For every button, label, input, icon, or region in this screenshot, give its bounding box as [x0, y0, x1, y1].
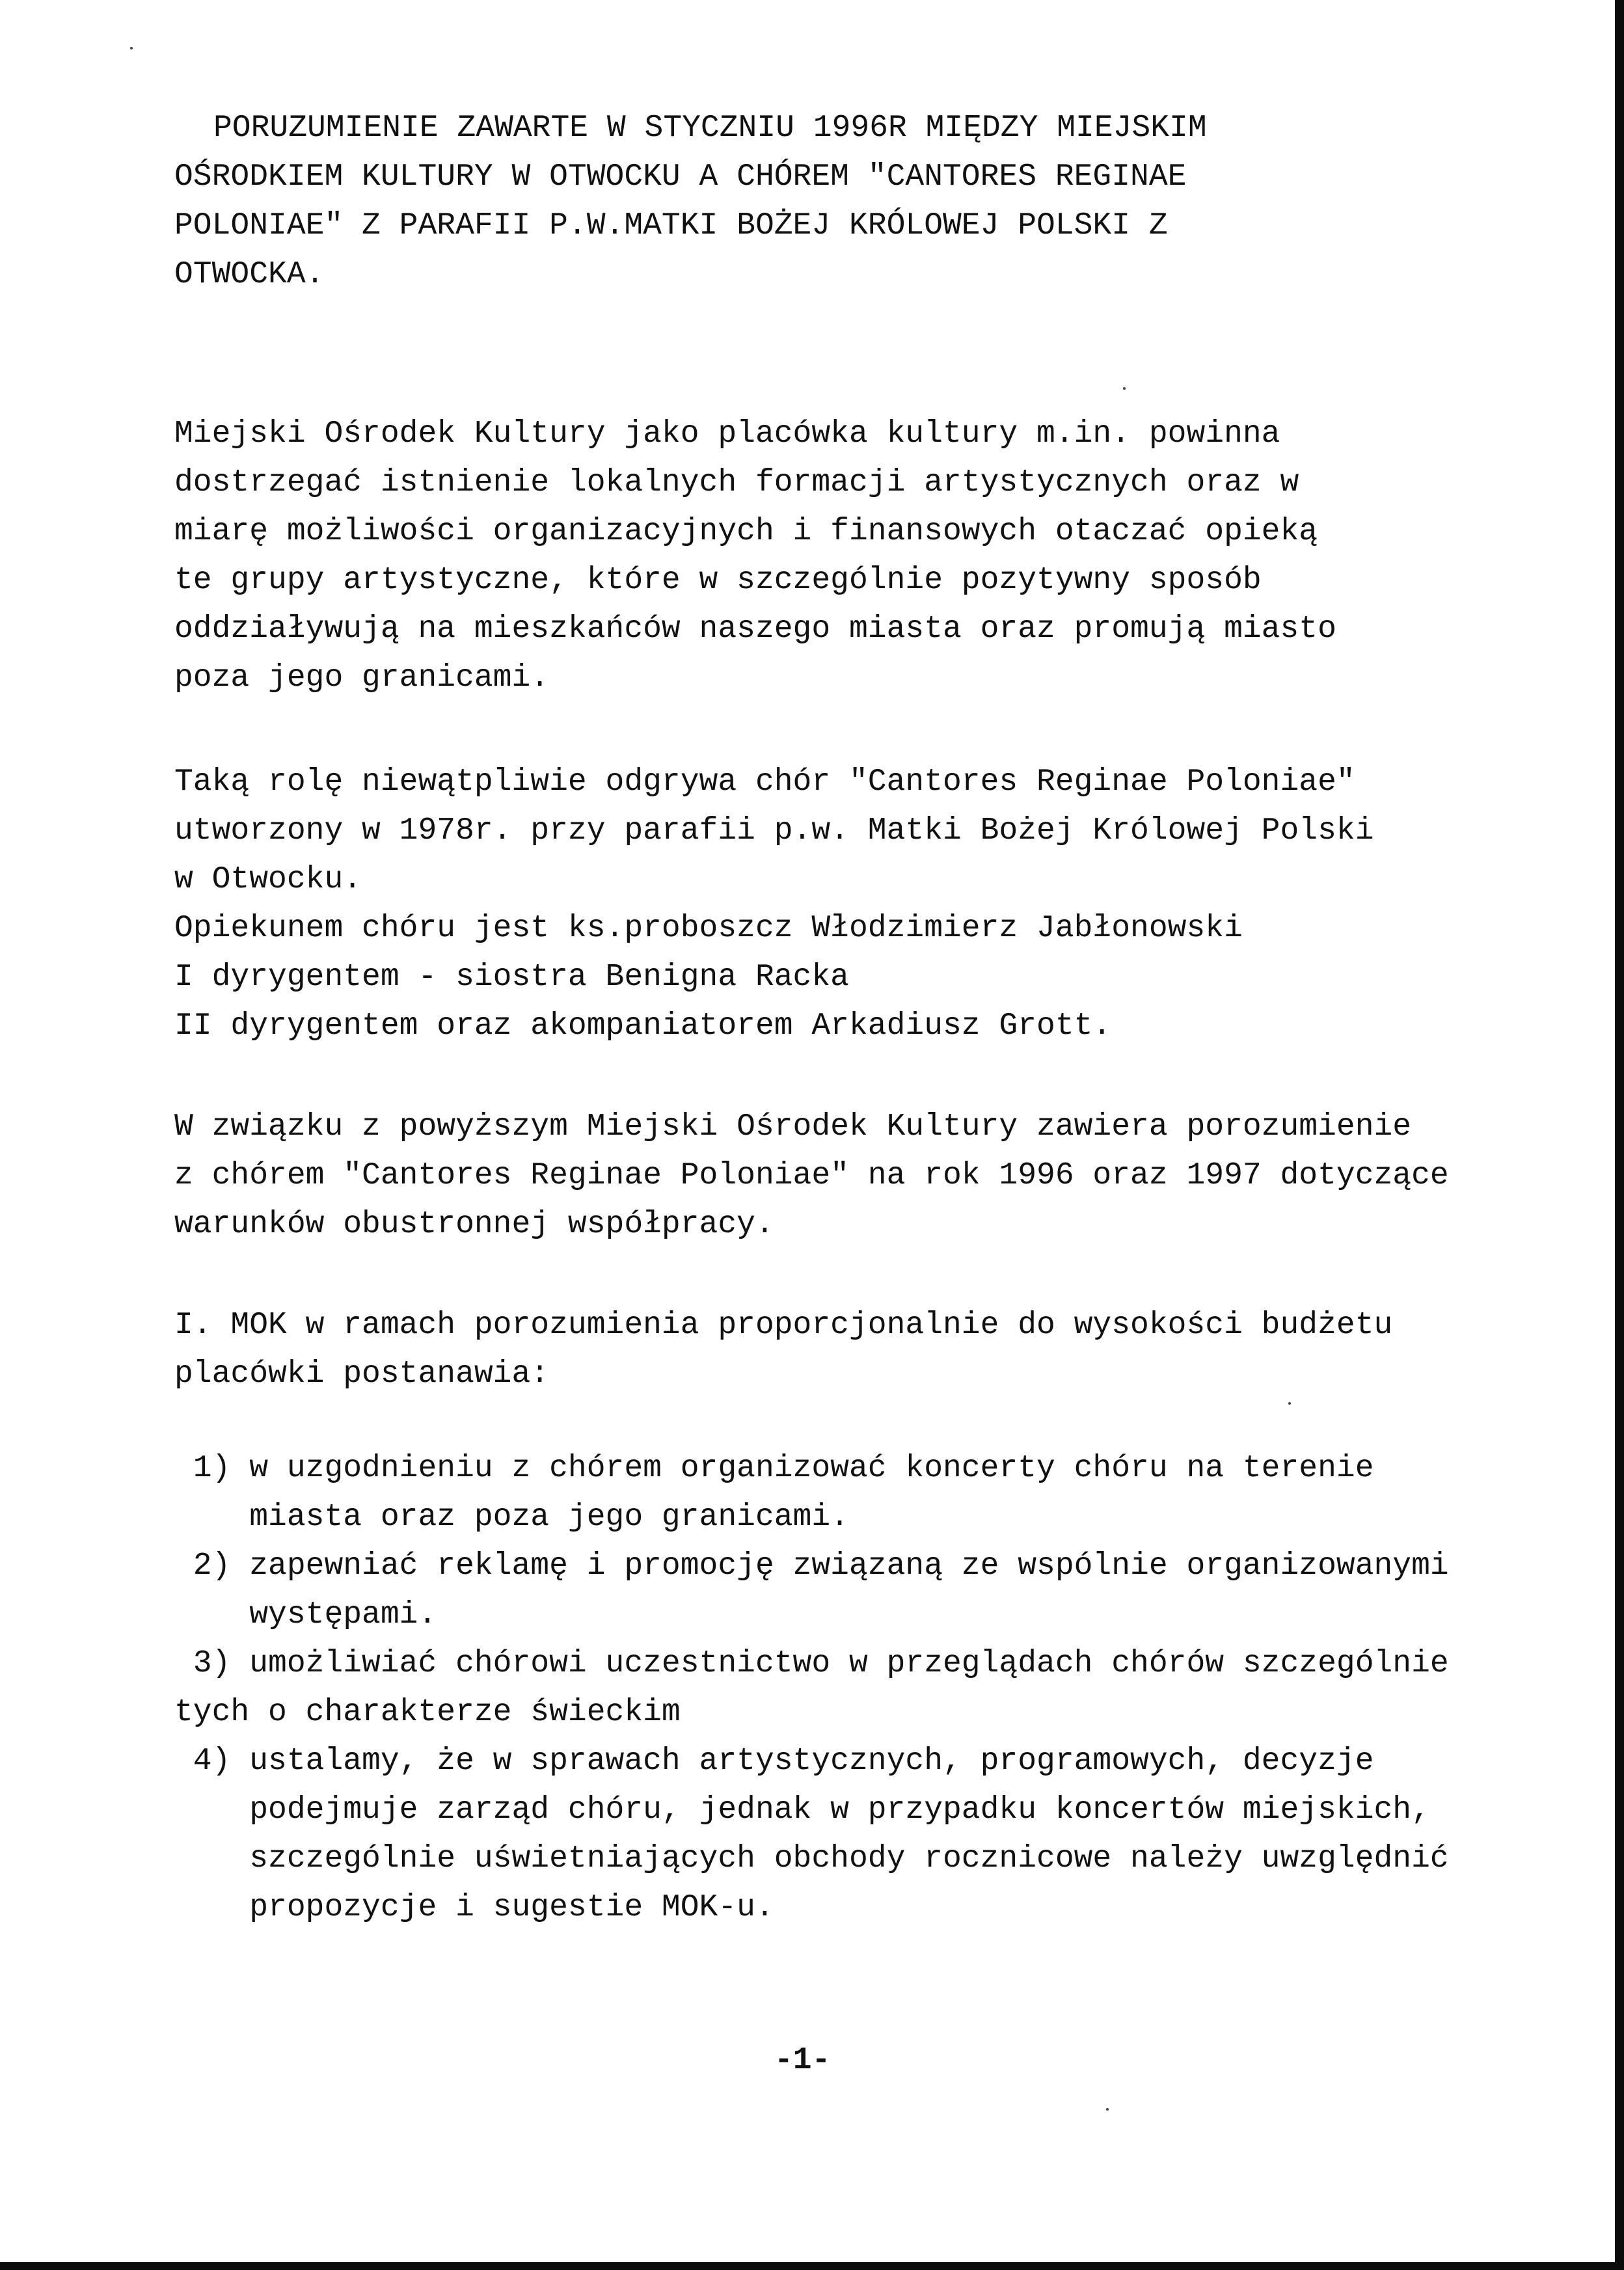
- scan-edge-bottom: [0, 2262, 1624, 2270]
- list-item-1-line-1: 1) w uzgodnieniu z chórem organizować koncerty chóru na terenie: [174, 1451, 1374, 1486]
- paragraph1-line-1: Miejski Ośrodek Kultury jako placówka kultury m.in. powinna: [174, 416, 1280, 452]
- scan-speck: [1123, 387, 1126, 390]
- paragraph2-line-2: utworzony w 1978r. przy parafii p.w. Matki Bożej Królowej Polski: [174, 813, 1374, 848]
- list-item-2-line-1: 2) zapewniać reklamę i promocję związaną ze wspólnie organizowanymi: [174, 1548, 1449, 1584]
- list-item-2-line-2: występami.: [174, 1597, 437, 1632]
- list-item-4-line-3: szczególnie uświetniających obchody rocznicowe należy uwzględnić: [174, 1841, 1449, 1876]
- heading-line-2: OŚRODKIEM KULTURY W OTWOCKU A CHÓREM "CANTORES REGINAE: [174, 159, 1187, 195]
- page-number: -1-: [774, 2043, 831, 2078]
- paragraph1-line-3: miarę możliwości organizacyjnych i finansowych otaczać opieką: [174, 514, 1318, 549]
- list-item-4-line-1: 4) ustalamy, że w sprawach artystycznych, programowych, decyzje: [174, 1744, 1374, 1779]
- list-item-3-line-1: 3) umożliwiać chórowi uczestnictwo w przeglądach chórów szczególnie: [174, 1646, 1449, 1681]
- paragraph2-line-6: II dyrygentem oraz akompaniatorem Arkadiusz Grott.: [174, 1008, 1112, 1044]
- scan-speck: [1288, 1402, 1291, 1405]
- list-item-3-line-2: tych o charakterze świeckim: [174, 1695, 681, 1730]
- paragraph1-line-5: oddziaływują na mieszkańców naszego miasta oraz promują miasto: [174, 612, 1336, 647]
- paragraph3-line-1: W związku z powyższym Miejski Ośrodek Kultury zawiera porozumienie: [174, 1109, 1412, 1144]
- paragraph3-line-2: z chórem "Cantores Reginae Poloniae" na rok 1996 oraz 1997 dotyczące: [174, 1158, 1449, 1193]
- paragraph2-line-3: w Otwocku.: [174, 862, 362, 897]
- paragraph2-line-5: I dyrygentem - siostra Benigna Racka: [174, 960, 849, 995]
- paragraph2-line-4: Opiekunem chóru jest ks.proboszcz Włodzimierz Jabłonowski: [174, 911, 1243, 946]
- paragraph1-line-2: dostrzegać istnienie lokalnych formacji artystycznych oraz w: [174, 465, 1299, 500]
- scan-speck: [1106, 2108, 1109, 2111]
- paragraph1-line-4: te grupy artystyczne, które w szczególnie pozytywny sposób: [174, 563, 1262, 598]
- list-item-4-line-2: podejmuje zarząd chóru, jednak w przypadku koncertów miejskich,: [174, 1792, 1430, 1828]
- section1-line-2: placówki postanawia:: [174, 1357, 550, 1392]
- heading-line-4: OTWOCKA.: [174, 257, 325, 292]
- list-item-1-line-2: miasta oraz poza jego granicami.: [174, 1500, 849, 1535]
- scan-speck: [130, 47, 133, 49]
- section1-line-1: I. MOK w ramach porozumienia proporcjonalnie do wysokości budżetu: [174, 1308, 1393, 1343]
- heading-line-1: PORUZUMIENIE ZAWARTE W STYCZNIU 1996R MIĘDZY MIEJSKIM: [213, 111, 1207, 146]
- list-item-4-line-4: propozycje i sugestie MOK-u.: [174, 1890, 774, 1925]
- paragraph2-line-1: Taką rolę niewątpliwie odgrywa chór "Cantores Reginae Poloniae": [174, 764, 1355, 800]
- scan-edge-right: [1615, 0, 1624, 2270]
- paragraph3-line-3: warunków obustronnej współpracy.: [174, 1207, 774, 1242]
- paragraph1-line-6: poza jego granicami.: [174, 660, 550, 696]
- heading-line-3: POLONIAE" Z PARAFII P.W.MATKI BOŻEJ KRÓLOWEJ POLSKI Z: [174, 208, 1168, 243]
